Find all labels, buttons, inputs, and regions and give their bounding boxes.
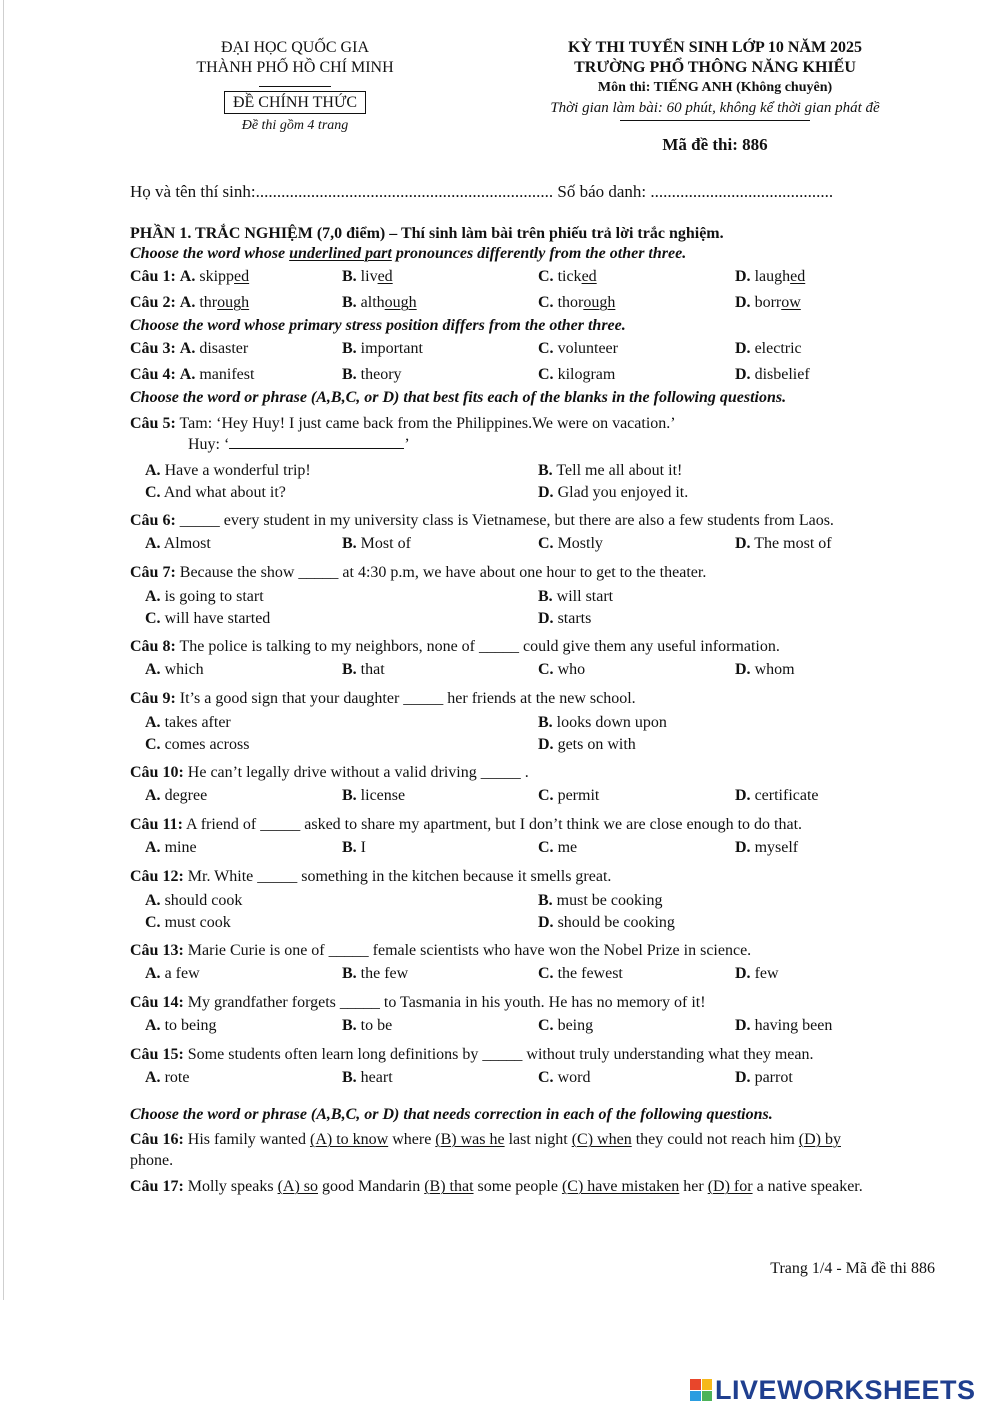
q7-option-c[interactable]: C. will have started — [145, 610, 271, 627]
instruction-pronunciation: Choose the word whose underlined part pronounces differently from the other three. — [130, 245, 687, 262]
q9-option-a[interactable]: A. takes after — [145, 714, 231, 731]
q14-option-c[interactable]: C. being — [538, 1017, 594, 1034]
q12-options-row-2 — [130, 913, 940, 935]
exam-title: KỲ THI TUYỂN SINH LỚP 10 NĂM 2025 — [567, 39, 863, 56]
q3-option-b[interactable]: B. important — [342, 340, 423, 357]
q13-option-b[interactable]: B. the few — [342, 965, 409, 982]
q5-answer-blank[interactable] — [229, 434, 404, 449]
q6-stem: Câu 6: _____ every student in my university class is Vietnamese, but there are also a few students from Laos. — [130, 512, 834, 529]
q17-option-d[interactable]: (D) for — [707, 1178, 753, 1195]
q11-option-d[interactable]: D. myself — [735, 839, 799, 856]
q6-option-d[interactable]: D. The most of — [735, 535, 832, 552]
q1-option-d[interactable]: D. laughed — [735, 268, 806, 285]
candidate-name-field[interactable]: ...................................................................... — [255, 182, 554, 201]
q13-option-a[interactable]: A. a few — [145, 965, 200, 982]
q7-options-row-1 — [130, 587, 940, 609]
q11-options — [130, 835, 940, 861]
instruction-blanks: Choose the word or phrase (A,B,C, or D) that best fits each of the blanks in the following questions. — [130, 389, 787, 406]
subject: Môn thi: TIẾNG ANH (Không chuyên) — [597, 80, 833, 95]
q13-options — [130, 961, 940, 987]
candidate-name-label: Họ và tên thí sinh: — [130, 182, 256, 201]
q14-option-d[interactable]: D. having been — [735, 1017, 833, 1034]
question-4 — [130, 362, 940, 388]
q14-stem: Câu 14: My grandfather forgets _____ to Tasmania in his youth. He has no memory of it! — [130, 994, 706, 1011]
q15-option-b[interactable]: B. heart — [342, 1069, 393, 1086]
q16-option-a[interactable]: (A) to know — [309, 1131, 389, 1148]
q3-option-d[interactable]: D. electric — [735, 340, 802, 357]
q13-stem: Câu 13: Marie Curie is one of _____ female scientists who have won the Nobel Prize in science. — [130, 942, 752, 959]
q4-option-c[interactable]: C. kilogram — [538, 366, 616, 383]
q9-option-b[interactable]: B. looks down upon — [538, 714, 667, 731]
candidate-line — [130, 182, 920, 202]
question-2 — [130, 290, 940, 316]
q13-option-d[interactable]: D. few — [735, 965, 779, 982]
questions — [130, 224, 940, 1197]
official-label: ĐỀ CHÍNH THỨC — [224, 91, 366, 114]
header-right — [500, 38, 930, 155]
q1-option-a[interactable]: Câu 1: A. skipped — [130, 268, 250, 285]
q10-option-a[interactable]: A. degree — [145, 787, 208, 804]
q10-option-d[interactable]: D. certificate — [735, 787, 819, 804]
watermark-text: LIVEWORKSHEETS — [715, 1374, 976, 1405]
q7-options-row-2 — [130, 609, 940, 631]
q15-option-c[interactable]: C. word — [538, 1069, 591, 1086]
q17-option-c[interactable]: (C) have mistaken — [561, 1178, 680, 1195]
question-17: Câu 17: Molly speaks (A) so good Mandarin (B) that some people (C) have mistaken her (D) for a native speaker. — [130, 1178, 863, 1195]
q12-stem: Câu 12: Mr. White _____ something in the kitchen because it smells great. — [130, 868, 612, 885]
candidate-id-label: Số báo danh: — [553, 182, 651, 201]
q15-option-a[interactable]: A. rote — [145, 1069, 190, 1086]
q1-option-b[interactable]: B. lived — [342, 268, 393, 285]
q2-option-d[interactable]: D. borrow — [735, 294, 801, 311]
q9-option-d[interactable]: D. gets on with — [538, 736, 636, 753]
q14-option-b[interactable]: B. to be — [342, 1017, 393, 1034]
q6-option-c[interactable]: C. Mostly — [538, 535, 603, 552]
q15-option-d[interactable]: D. parrot — [735, 1069, 793, 1086]
q12-option-a[interactable]: A. should cook — [145, 892, 243, 909]
part-1-title: PHẦN 1. TRẮC NGHIỆM (7,0 điểm) – Thí sinh làm bài trên phiếu trả lời trắc nghiệm. — [130, 225, 724, 242]
header-divider — [259, 86, 331, 87]
q8-option-d[interactable]: D. whom — [735, 661, 795, 678]
q10-stem: Câu 10: He can’t legally drive without a valid driving _____ . — [130, 764, 529, 781]
q5-reply-line: Huy: ‘ ’ — [188, 436, 410, 453]
q8-option-a[interactable]: A. which — [145, 661, 204, 678]
header-left — [165, 38, 425, 136]
q14-option-a[interactable]: A. to being — [145, 1017, 217, 1034]
q7-option-a[interactable]: A. is going to start — [145, 588, 264, 605]
exam-code: Mã đề thi: 886 — [662, 135, 768, 154]
q10-options — [130, 783, 940, 809]
q16-option-b[interactable]: (B) was he — [435, 1131, 505, 1148]
q8-options — [130, 657, 940, 683]
q5-options-row-1 — [130, 461, 940, 483]
q6-option-a[interactable]: A. Almost — [145, 535, 211, 552]
q12-option-c[interactable]: C. must cook — [145, 914, 231, 931]
q10-option-c[interactable]: C. permit — [538, 787, 600, 804]
q11-option-b[interactable]: B. I — [342, 839, 366, 856]
q2-option-b[interactable]: B. although — [342, 294, 417, 311]
candidate-id-field[interactable]: ........................................... — [650, 182, 834, 201]
time-note: Thời gian làm bài: 60 phút, không kể thời gian phát đề — [550, 100, 880, 116]
instruction-error-correction: Choose the word or phrase (A,B,C, or D) that needs correction in each of the following questions. — [130, 1106, 773, 1123]
q5-option-b[interactable]: B. Tell me all about it! — [538, 462, 683, 479]
page-footer: Trang 1/4 - Mã đề thi 886 — [770, 1260, 935, 1277]
q5-stem: Câu 5: Tam: ‘Hey Huy! I just came back from the Philippines.We were on vacation.’ — [130, 415, 676, 432]
q17-option-a[interactable]: (A) so — [277, 1178, 318, 1195]
q15-stem: Câu 15: Some students often learn long definitions by _____ without truly understanding what they mean. — [130, 1046, 814, 1063]
q6-option-b[interactable]: B. Most of — [342, 535, 411, 552]
q8-option-c[interactable]: C. who — [538, 661, 586, 678]
q9-options-row-2 — [130, 735, 940, 757]
q7-option-d[interactable]: D. starts — [538, 610, 592, 627]
scan-edge-line — [3, 0, 4, 1300]
q14-options — [130, 1013, 940, 1039]
q1-option-c[interactable]: C. ticked — [538, 268, 597, 285]
instruction-stress: Choose the word whose primary stress position differs from the other three. — [130, 317, 626, 334]
q10-option-b[interactable]: B. license — [342, 787, 406, 804]
q12-options-row-1 — [130, 891, 940, 913]
q4-option-b[interactable]: B. theory — [342, 366, 402, 383]
q9-options-row-1 — [130, 713, 940, 735]
header-right-divider — [620, 120, 810, 121]
q11-stem: Câu 11: A friend of _____ asked to share my apartment, but I don’t think we are close enough to do that. — [130, 816, 803, 833]
q4-option-a[interactable]: Câu 4: A. manifest — [130, 366, 255, 383]
q11-option-c[interactable]: C. me — [538, 839, 578, 856]
q5-options-row-2 — [130, 483, 940, 505]
q16-option-c[interactable]: (C) when — [571, 1131, 632, 1148]
q17-option-b[interactable]: (B) that — [424, 1178, 474, 1195]
q11-option-a[interactable]: A. mine — [145, 839, 197, 856]
q15-options — [130, 1065, 940, 1091]
q9-stem: Câu 9: It’s a good sign that your daughter _____ her friends at the new school. — [130, 690, 636, 707]
q3-option-c[interactable]: C. volunteer — [538, 340, 618, 357]
q13-option-c[interactable]: C. the fewest — [538, 965, 623, 982]
q7-stem: Câu 7: Because the show _____ at 4:30 p.m, we have about one hour to get to the theater. — [130, 564, 707, 581]
liveworksheets-watermark[interactable] — [690, 1375, 990, 1405]
university-line-1: ĐẠI HỌC QUỐC GIA — [221, 39, 369, 56]
school-name: TRƯỜNG PHỔ THÔNG NĂNG KHIẾU — [574, 59, 856, 76]
q5-option-c[interactable]: C. And what about it? — [145, 484, 286, 501]
q8-stem: Câu 8: The police is talking to my neighbors, none of _____ could give them any useful information. — [130, 638, 780, 655]
q8-option-b[interactable]: B. that — [342, 661, 385, 678]
liveworksheets-logo-icon — [690, 1379, 712, 1401]
q16-option-d[interactable]: (D) by — [798, 1131, 841, 1148]
q12-option-b[interactable]: B. must be cooking — [538, 892, 663, 909]
q4-option-d[interactable]: D. disbelief — [735, 366, 810, 383]
q7-option-b[interactable]: B. will start — [538, 588, 614, 605]
q2-option-a[interactable]: Câu 2: A. through — [130, 294, 250, 311]
question-1 — [130, 264, 940, 290]
q2-option-c[interactable]: C. thorough — [538, 294, 616, 311]
question-16: Câu 16: His family wanted (A) to know where (B) was he last night (C) when they could not reach him (D) by phone. — [130, 1131, 841, 1169]
pages-note: Đề thi gồm 4 trang — [241, 118, 349, 133]
q12-option-d[interactable]: D. should be cooking — [538, 914, 675, 931]
q6-options — [130, 531, 940, 557]
q5-option-d[interactable]: D. Glad you enjoyed it. — [538, 484, 689, 501]
q3-option-a[interactable]: Câu 3: A. disaster — [130, 340, 249, 357]
question-3 — [130, 336, 940, 362]
q5-option-a[interactable]: A. Have a wonderful trip! — [145, 462, 311, 479]
q9-option-c[interactable]: C. comes across — [145, 736, 250, 753]
university-line-2: THÀNH PHỐ HỒ CHÍ MINH — [196, 59, 394, 76]
